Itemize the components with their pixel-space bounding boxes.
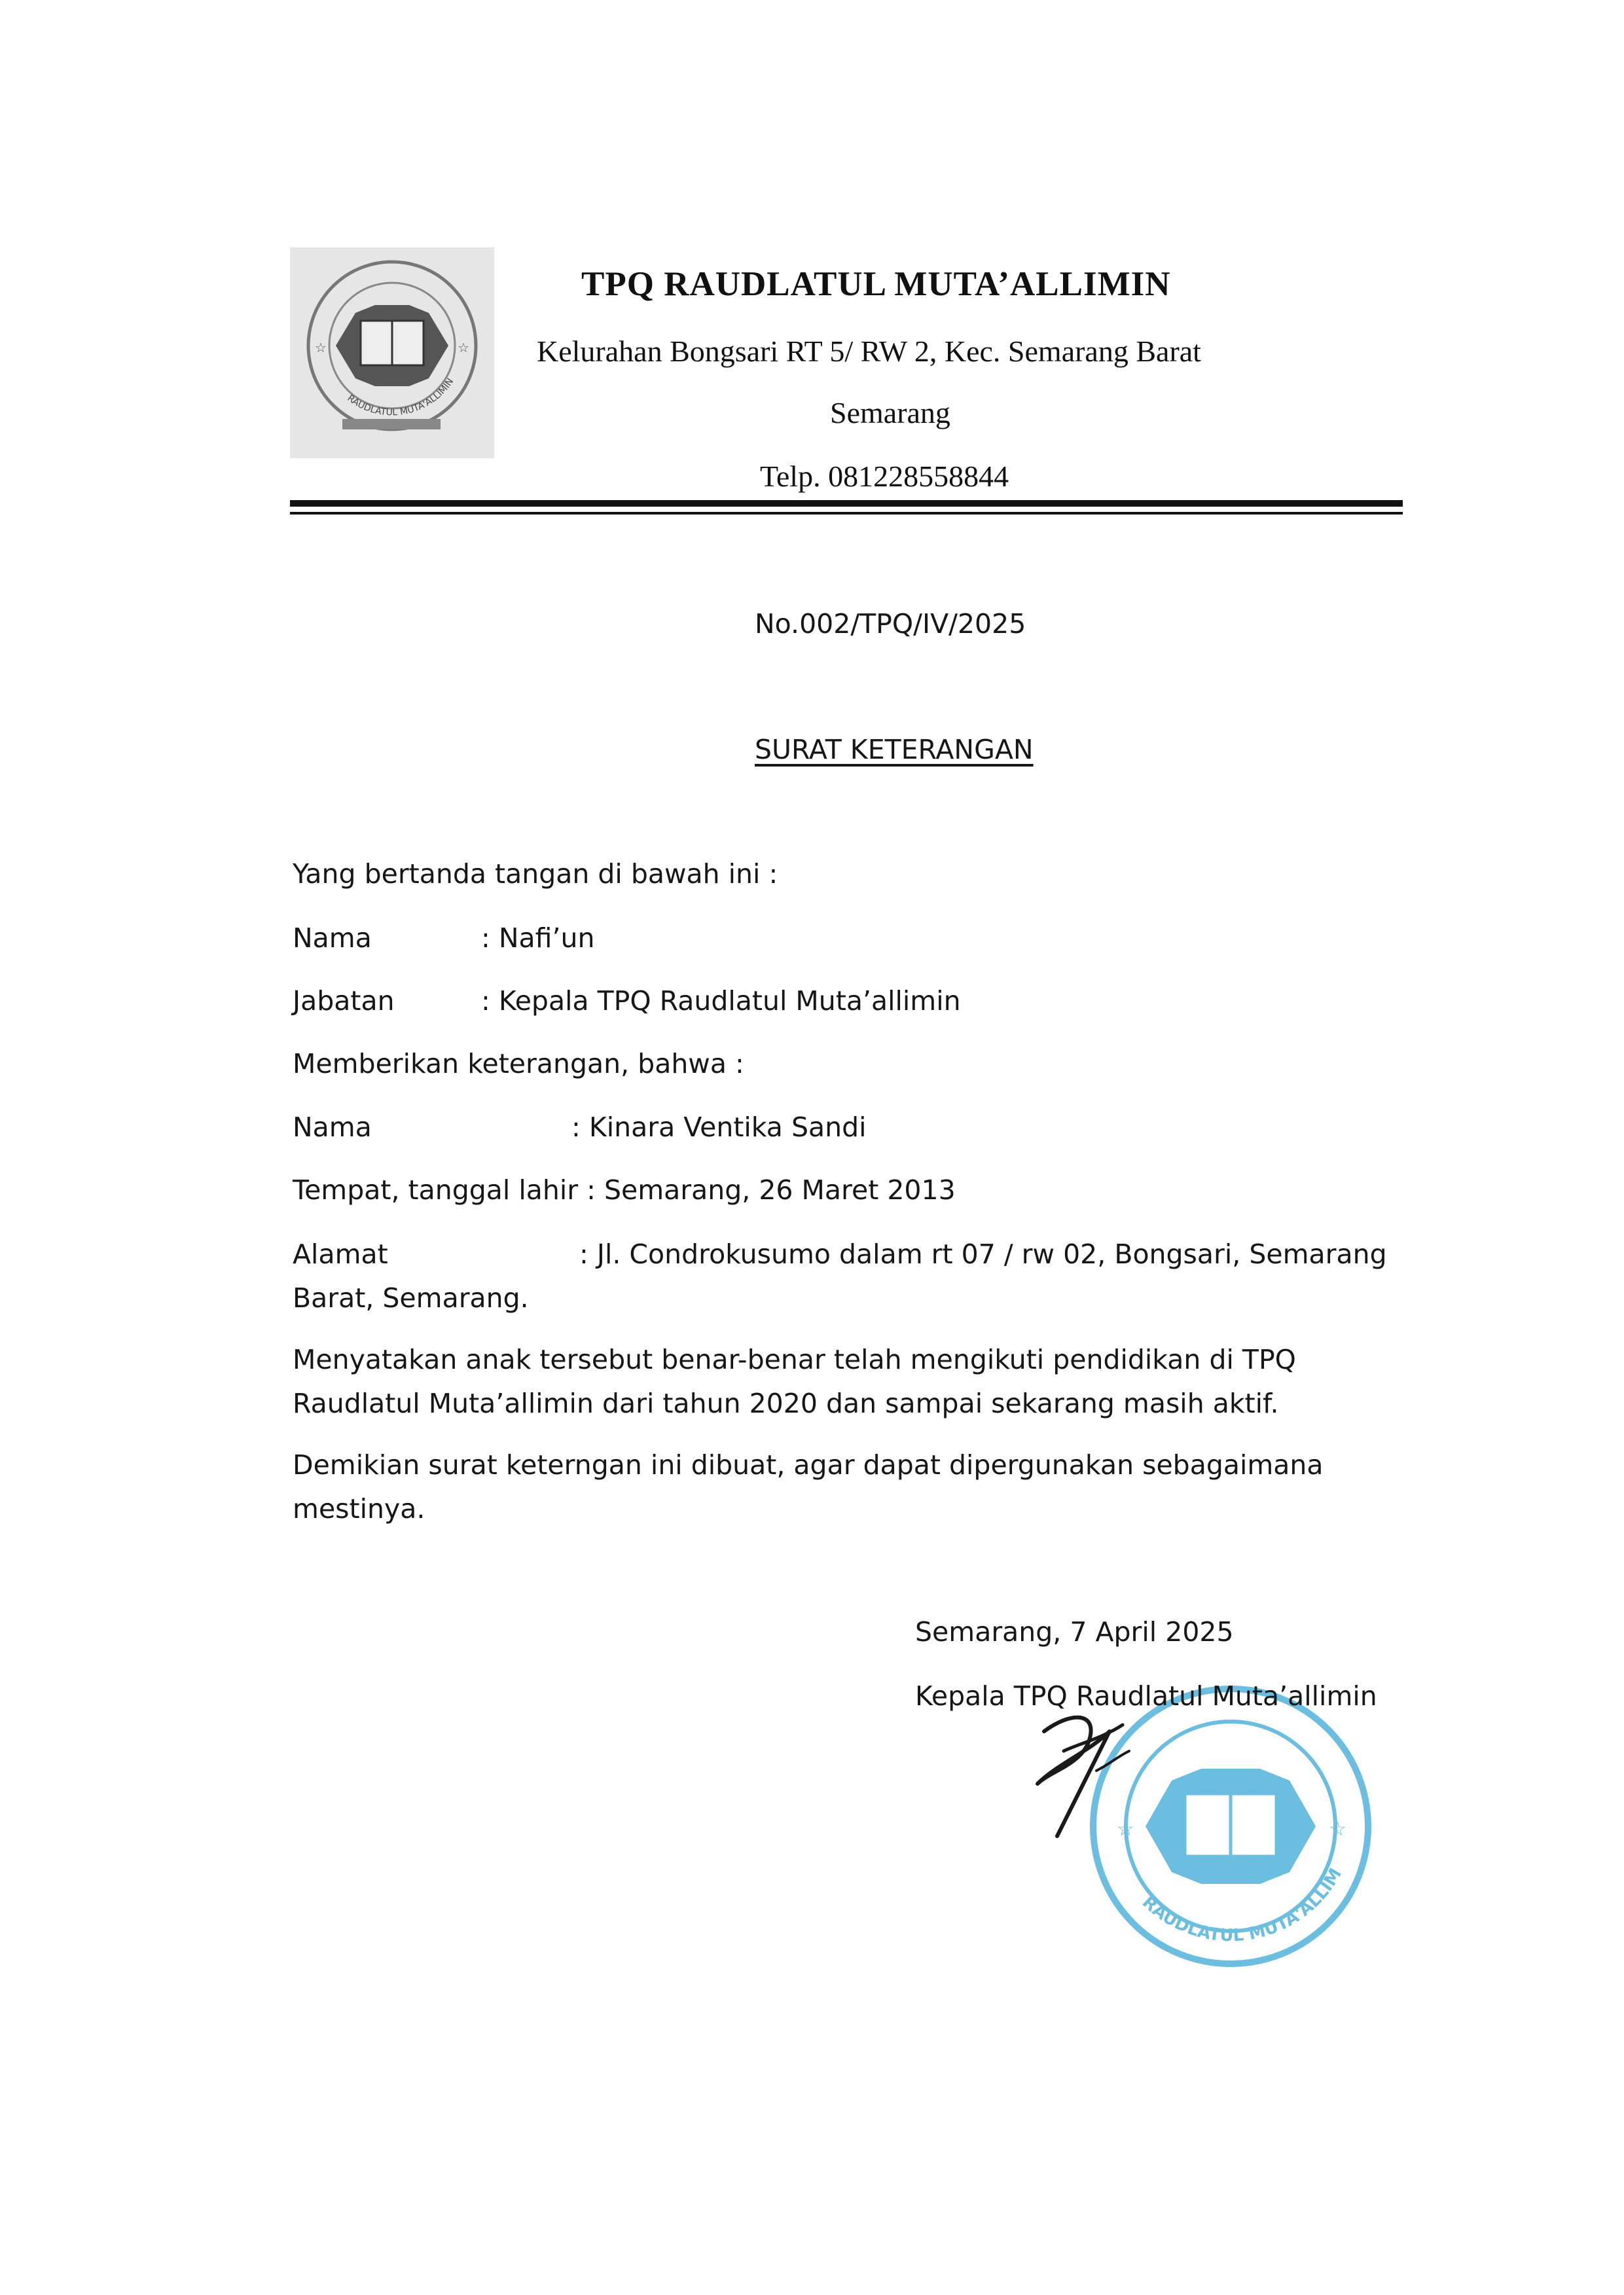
header-divider-thin bbox=[290, 512, 1403, 515]
svg-text:RAUDLATUL MUTA'ALLIMIN: RAUDLATUL MUTA'ALLIM bbox=[1138, 1865, 1346, 1946]
document-number: No.002/TPQ/IV/2025 bbox=[755, 608, 1026, 640]
signer-position-value: : Kepala TPQ Raudlatul Muta’allimin bbox=[481, 985, 961, 1017]
header-divider bbox=[290, 500, 1403, 507]
student-address-label: Alamat bbox=[293, 1238, 388, 1270]
svg-text:☆: ☆ bbox=[1329, 1818, 1346, 1841]
address-line-2: Semarang bbox=[830, 396, 950, 429]
address-line-1: Kelurahan Bongsari RT 5/ RW 2, Kec. Semarang Barat bbox=[537, 334, 1201, 368]
closing-line-1: Demikian surat keterngan ini dibuat, agar dapat dipergunakan sebagaimana bbox=[293, 1449, 1324, 1481]
svg-text:☆: ☆ bbox=[458, 340, 469, 355]
signer-position-row bbox=[293, 979, 961, 1023]
signer-name-label: Nama bbox=[293, 922, 372, 954]
student-name-value: : Kinara Ventika Sandi bbox=[571, 1111, 867, 1143]
student-birth-row bbox=[293, 1168, 956, 1212]
statement-intro: Memberikan keterangan, bahwa : bbox=[293, 1048, 744, 1079]
closing-line-2: mestinya. bbox=[293, 1493, 425, 1525]
signer-position-label: Jabatan bbox=[293, 985, 395, 1017]
student-address-row bbox=[293, 1233, 1387, 1276]
intro-text: Yang bertanda tangan di bawah ini : bbox=[293, 858, 778, 890]
svg-text:☆: ☆ bbox=[315, 340, 327, 355]
student-name-label: Nama bbox=[293, 1111, 372, 1143]
signature-icon bbox=[1018, 1692, 1149, 1849]
document-title: SURAT KETERANGAN bbox=[755, 734, 1034, 765]
signer-name-value: : Nafi’un bbox=[481, 922, 595, 954]
signer-name-row bbox=[293, 916, 594, 960]
student-address-continuation: Barat, Semarang. bbox=[293, 1282, 529, 1314]
svg-text:RAUDLATUL MUTA'ALLIMIN: RAUDLATUL MUTA'ALLIMIN bbox=[345, 376, 456, 418]
student-address-value: : Jl. Condrokusumo dalam rt 07 / rw 02, Bongsari, Semarang bbox=[579, 1238, 1387, 1270]
handwritten-signature bbox=[1018, 1692, 1149, 1849]
book-emblem-icon bbox=[290, 247, 494, 458]
student-birth-label: Tempat, tanggal lahir bbox=[293, 1174, 579, 1206]
statement-line-2: Raudlatul Muta’allimin dari tahun 2020 dan sampai sekarang masih aktif. bbox=[293, 1388, 1279, 1419]
statement-line-1: Menyatakan anak tersebut benar-benar telah mengikuti pendidikan di TPQ bbox=[293, 1344, 1296, 1375]
signature-place-date: Semarang, 7 April 2025 bbox=[915, 1616, 1234, 1648]
school-logo bbox=[290, 247, 494, 458]
student-name-row bbox=[293, 1106, 867, 1149]
student-birth-value: : Semarang, 26 Maret 2013 bbox=[586, 1174, 956, 1206]
signature-role: Kepala TPQ Raudlatul Muta’allimin bbox=[915, 1680, 1377, 1712]
svg-text:☆: ☆ bbox=[1117, 1818, 1134, 1841]
organization-name: TPQ RAUDLATUL MUTA’ALLIMIN bbox=[581, 265, 1171, 303]
phone-number: Telp. 081228558844 bbox=[760, 460, 1009, 493]
